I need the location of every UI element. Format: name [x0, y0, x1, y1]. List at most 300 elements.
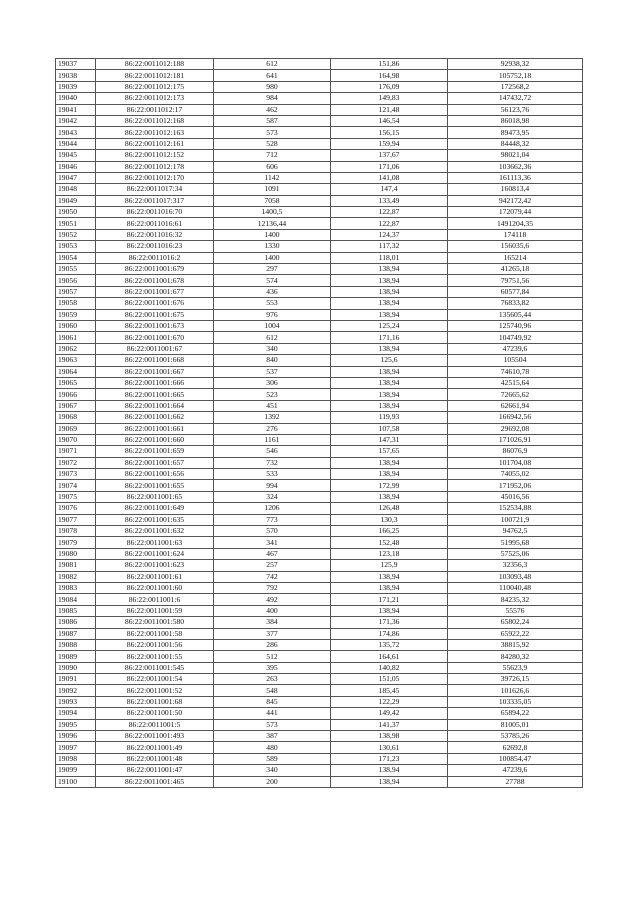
specific-value-cell: 171,16: [331, 332, 448, 343]
cadastral-value-cell: 156035,6: [448, 241, 583, 252]
cadastral-number-cell: 86:22:0011001:668: [96, 355, 214, 366]
cadastral-value-cell: 84235,32: [448, 594, 583, 605]
row-number-cell: 19086: [56, 617, 96, 628]
cadastral-value-cell: 125740,96: [448, 320, 583, 331]
table-row: [56, 731, 583, 742]
cadastral-value-cell: 55623,9: [448, 662, 583, 673]
specific-value-cell: 171,21: [331, 594, 448, 605]
table-row: [56, 264, 583, 275]
table-row: [56, 298, 583, 309]
cadastral-value-cell: 81005,01: [448, 719, 583, 730]
row-number-cell: 19079: [56, 537, 96, 548]
table-row: [56, 491, 583, 502]
cadastral-number-cell: 86:22:0011001:657: [96, 457, 214, 468]
table-row: [56, 469, 583, 480]
area-cell: 512: [214, 651, 331, 662]
area-cell: 480: [214, 742, 331, 753]
table-row: [56, 366, 583, 377]
table-row: [56, 662, 583, 673]
table-row: [56, 446, 583, 457]
row-number-cell: 19091: [56, 674, 96, 685]
cadastral-value-cell: 174118: [448, 229, 583, 240]
specific-value-cell: 125,9: [331, 560, 448, 571]
table-row: [56, 765, 583, 776]
cadastral-number-cell: 86:22:0011001:665: [96, 389, 214, 400]
cadastral-value-cell: 47239,6: [448, 765, 583, 776]
row-number-cell: 19087: [56, 628, 96, 639]
table-row: [56, 480, 583, 491]
specific-value-cell: 141,08: [331, 172, 448, 183]
specific-value-cell: 171,23: [331, 753, 448, 764]
table-row: [56, 548, 583, 559]
table-row: [56, 389, 583, 400]
row-number-cell: 19093: [56, 696, 96, 707]
area-cell: 1206: [214, 503, 331, 514]
cadastral-number-cell: 86:22:0011012:178: [96, 161, 214, 172]
cadastral-value-cell: 79751,56: [448, 275, 583, 286]
cadastral-value-cell: 161113,36: [448, 172, 583, 183]
cadastral-number-cell: 86:22:0011012:173: [96, 93, 214, 104]
specific-value-cell: 138,94: [331, 776, 448, 787]
row-number-cell: 19063: [56, 355, 96, 366]
area-cell: 384: [214, 617, 331, 628]
cadastral-number-cell: 86:22:0011012:163: [96, 127, 214, 138]
cadastral-number-cell: 86:22:0011001:55: [96, 651, 214, 662]
cadastral-number-cell: 86:22:0011012:181: [96, 70, 214, 81]
row-number-cell: 19092: [56, 685, 96, 696]
cadastral-number-cell: 86:22:0011001:59: [96, 605, 214, 616]
area-cell: 467: [214, 548, 331, 559]
area-cell: 984: [214, 93, 331, 104]
table-row: [56, 195, 583, 206]
row-number-cell: 19042: [56, 115, 96, 126]
specific-value-cell: 171,06: [331, 161, 448, 172]
cadastral-number-cell: 86:22:0011017:317: [96, 195, 214, 206]
cadastral-number-cell: 86:22:0011001:56: [96, 639, 214, 650]
area-cell: 462: [214, 104, 331, 115]
area-cell: 980: [214, 81, 331, 92]
area-cell: 263: [214, 674, 331, 685]
cadastral-value-cell: 172568,2: [448, 81, 583, 92]
table-row: [56, 594, 583, 605]
table-row: [56, 776, 583, 787]
specific-value-cell: 138,94: [331, 298, 448, 309]
row-number-cell: 19076: [56, 503, 96, 514]
specific-value-cell: 146,54: [331, 115, 448, 126]
specific-value-cell: 118,01: [331, 252, 448, 263]
row-number-cell: 19090: [56, 662, 96, 673]
cadastral-value-cell: 165214: [448, 252, 583, 263]
specific-value-cell: 141,37: [331, 719, 448, 730]
specific-value-cell: 138,94: [331, 366, 448, 377]
cadastral-value-cell: 65894,22: [448, 708, 583, 719]
table-row: [56, 320, 583, 331]
cadastral-number-cell: 86:22:0011012:175: [96, 81, 214, 92]
table-row: [56, 161, 583, 172]
row-number-cell: 19040: [56, 93, 96, 104]
cadastral-number-cell: 86:22:0011001:673: [96, 320, 214, 331]
specific-value-cell: 138,94: [331, 275, 448, 286]
row-number-cell: 19052: [56, 229, 96, 240]
cadastral-value-cell: 89473,95: [448, 127, 583, 138]
cadastral-number-cell: 86:22:0011001:49: [96, 742, 214, 753]
table-row: [56, 651, 583, 662]
table-row: [56, 115, 583, 126]
area-cell: 546: [214, 446, 331, 457]
area-cell: 451: [214, 400, 331, 411]
cadastral-value-cell: 51995,68: [448, 537, 583, 548]
table-row: [56, 377, 583, 388]
row-number-cell: 19085: [56, 605, 96, 616]
specific-value-cell: 122,87: [331, 207, 448, 218]
specific-value-cell: 171,36: [331, 617, 448, 628]
cadastral-value-cell: 72665,62: [448, 389, 583, 400]
cadastral-number-cell: 86:22:0011001:61: [96, 571, 214, 582]
cadastral-number-cell: 86:22:0011001:465: [96, 776, 214, 787]
cadastral-number-cell: 86:22:0011001:63: [96, 537, 214, 548]
table-row: [56, 639, 583, 650]
row-number-cell: 19062: [56, 343, 96, 354]
area-cell: 200: [214, 776, 331, 787]
cadastral-value-cell: 39726,15: [448, 674, 583, 685]
cadastral-value-cell: 42515,64: [448, 377, 583, 388]
cadastral-number-cell: 86:22:0011012:168: [96, 115, 214, 126]
cadastral-value-cell: 60577,84: [448, 286, 583, 297]
cadastral-value-cell: 160813,4: [448, 184, 583, 195]
table-row: [56, 617, 583, 628]
cadastral-value-cell: 57525,06: [448, 548, 583, 559]
area-cell: 387: [214, 731, 331, 742]
cadastral-value-cell: 62692,8: [448, 742, 583, 753]
area-cell: 528: [214, 138, 331, 149]
specific-value-cell: 107,58: [331, 423, 448, 434]
cadastral-number-cell: 86:22:0011001:493: [96, 731, 214, 742]
cadastral-value-cell: 47239,6: [448, 343, 583, 354]
row-number-cell: 19069: [56, 423, 96, 434]
area-cell: 276: [214, 423, 331, 434]
cadastral-number-cell: 86:22:0011012:152: [96, 150, 214, 161]
area-cell: 324: [214, 491, 331, 502]
specific-value-cell: 138,94: [331, 400, 448, 411]
cadastral-number-cell: 86:22:0011001:659: [96, 446, 214, 457]
table-row: [56, 753, 583, 764]
table-row: [56, 674, 583, 685]
area-cell: 537: [214, 366, 331, 377]
row-number-cell: 19050: [56, 207, 96, 218]
specific-value-cell: 138,94: [331, 605, 448, 616]
table-row: [56, 526, 583, 537]
table-row: [56, 275, 583, 286]
area-cell: 587: [214, 115, 331, 126]
cadastral-number-cell: 86:22:0011001:50: [96, 708, 214, 719]
area-cell: 553: [214, 298, 331, 309]
cadastral-number-cell: 86:22:0011001:661: [96, 423, 214, 434]
cadastral-number-cell: 86:22:0011001:656: [96, 469, 214, 480]
cadastral-number-cell: 86:22:0011001:580: [96, 617, 214, 628]
row-number-cell: 19043: [56, 127, 96, 138]
row-number-cell: 19073: [56, 469, 96, 480]
area-cell: 1161: [214, 434, 331, 445]
row-number-cell: 19074: [56, 480, 96, 491]
cadastral-value-cell: 147432,72: [448, 93, 583, 104]
specific-value-cell: 137,67: [331, 150, 448, 161]
cadastral-number-cell: 86:22:0011001:623: [96, 560, 214, 571]
table-row: [56, 605, 583, 616]
area-cell: 712: [214, 150, 331, 161]
cadastral-number-cell: 86:22:0011012:170: [96, 172, 214, 183]
cadastral-number-cell: 86:22:0011001:662: [96, 412, 214, 423]
area-cell: 1400: [214, 229, 331, 240]
specific-value-cell: 138,94: [331, 377, 448, 388]
cadastral-number-cell: 86:22:0011001:68: [96, 696, 214, 707]
row-number-cell: 19037: [56, 59, 96, 70]
row-number-cell: 19089: [56, 651, 96, 662]
row-number-cell: 19051: [56, 218, 96, 229]
cadastral-number-cell: 86:22:0011017:34: [96, 184, 214, 195]
table-row: [56, 696, 583, 707]
cadastral-number-cell: 86:22:0011012:17: [96, 104, 214, 115]
cadastral-value-cell: 104749,92: [448, 332, 583, 343]
cadastral-value-cell: 92938,32: [448, 59, 583, 70]
cadastral-value-cell: 62661,94: [448, 400, 583, 411]
cadastral-number-cell: 86:22:0011001:664: [96, 400, 214, 411]
row-number-cell: 19070: [56, 434, 96, 445]
area-cell: 306: [214, 377, 331, 388]
table-row: [56, 309, 583, 320]
specific-value-cell: 147,31: [331, 434, 448, 445]
cadastral-value-cell: 53785,26: [448, 731, 583, 742]
cadastral-value-cell: 110040,48: [448, 582, 583, 593]
table-row: [56, 503, 583, 514]
area-cell: 845: [214, 696, 331, 707]
row-number-cell: 19041: [56, 104, 96, 115]
row-number-cell: 19078: [56, 526, 96, 537]
cadastral-number-cell: 86:22:0011016:70: [96, 207, 214, 218]
table-row: [56, 434, 583, 445]
cadastral-number-cell: 86:22:0011001:667: [96, 366, 214, 377]
area-cell: 570: [214, 526, 331, 537]
row-number-cell: 19056: [56, 275, 96, 286]
cadastral-value-cell: 45016,56: [448, 491, 583, 502]
area-cell: 12136,44: [214, 218, 331, 229]
row-number-cell: 19061: [56, 332, 96, 343]
row-number-cell: 19045: [56, 150, 96, 161]
specific-value-cell: 164,98: [331, 70, 448, 81]
row-number-cell: 19057: [56, 286, 96, 297]
specific-value-cell: 149,83: [331, 93, 448, 104]
specific-value-cell: 130,61: [331, 742, 448, 753]
cadastral-number-cell: 86:22:0011016:23: [96, 241, 214, 252]
row-number-cell: 19048: [56, 184, 96, 195]
cadastral-value-cell: 84448,32: [448, 138, 583, 149]
table-row: [56, 685, 583, 696]
table-row: [56, 628, 583, 639]
cadastral-value-cell: 56123,76: [448, 104, 583, 115]
table-row: [56, 719, 583, 730]
table-row: [56, 457, 583, 468]
specific-value-cell: 156,15: [331, 127, 448, 138]
area-cell: 341: [214, 537, 331, 548]
specific-value-cell: 138,94: [331, 491, 448, 502]
specific-value-cell: 124,37: [331, 229, 448, 240]
specific-value-cell: 123,18: [331, 548, 448, 559]
table-row: [56, 423, 583, 434]
specific-value-cell: 149,42: [331, 708, 448, 719]
area-cell: 492: [214, 594, 331, 605]
row-number-cell: 19065: [56, 377, 96, 388]
cadastral-value-cell: 103335,05: [448, 696, 583, 707]
row-number-cell: 19066: [56, 389, 96, 400]
row-number-cell: 19058: [56, 298, 96, 309]
cadastral-value-cell: 86076,9: [448, 446, 583, 457]
specific-value-cell: 122,87: [331, 218, 448, 229]
row-number-cell: 19096: [56, 731, 96, 742]
specific-value-cell: 122,29: [331, 696, 448, 707]
cadastral-value-cell: 103662,36: [448, 161, 583, 172]
area-cell: 641: [214, 70, 331, 81]
table-row: [56, 150, 583, 161]
specific-value-cell: 125,6: [331, 355, 448, 366]
cadastral-value-cell: 101704,08: [448, 457, 583, 468]
cadastral-number-cell: 86:22:0011001:679: [96, 264, 214, 275]
cadastral-number-cell: 86:22:0011001:67: [96, 343, 214, 354]
table-row: [56, 742, 583, 753]
row-number-cell: 19095: [56, 719, 96, 730]
cadastral-value-cell: 74610,78: [448, 366, 583, 377]
area-cell: 840: [214, 355, 331, 366]
row-number-cell: 19053: [56, 241, 96, 252]
specific-value-cell: 138,94: [331, 264, 448, 275]
specific-value-cell: 130,3: [331, 514, 448, 525]
area-cell: 612: [214, 332, 331, 343]
area-cell: 1392: [214, 412, 331, 423]
specific-value-cell: 135,72: [331, 639, 448, 650]
specific-value-cell: 138,94: [331, 389, 448, 400]
specific-value-cell: 140,82: [331, 662, 448, 673]
cadastral-value-cell: 135605,44: [448, 309, 583, 320]
cadastral-value-cell: 76833,82: [448, 298, 583, 309]
cadastral-number-cell: 86:22:0011001:58: [96, 628, 214, 639]
cadastral-value-cell: 74055,02: [448, 469, 583, 480]
table-row: [56, 571, 583, 582]
row-number-cell: 19083: [56, 582, 96, 593]
area-cell: 1091: [214, 184, 331, 195]
row-number-cell: 19054: [56, 252, 96, 263]
specific-value-cell: 138,94: [331, 571, 448, 582]
specific-value-cell: 159,94: [331, 138, 448, 149]
table-row: [56, 229, 583, 240]
row-number-cell: 19088: [56, 639, 96, 650]
table-row: [56, 286, 583, 297]
cadastral-value-cell: 100854,47: [448, 753, 583, 764]
cadastral-number-cell: 86:22:0011001:65: [96, 491, 214, 502]
cadastral-value-cell: 65802,24: [448, 617, 583, 628]
row-number-cell: 19077: [56, 514, 96, 525]
cadastral-value-cell: 94762,5: [448, 526, 583, 537]
specific-value-cell: 138,94: [331, 457, 448, 468]
specific-value-cell: 151,05: [331, 674, 448, 685]
row-number-cell: 19072: [56, 457, 96, 468]
area-cell: 773: [214, 514, 331, 525]
row-number-cell: 19038: [56, 70, 96, 81]
row-number-cell: 19082: [56, 571, 96, 582]
table-row: [56, 127, 583, 138]
cadastral-number-cell: 86:22:0011001:635: [96, 514, 214, 525]
cadastral-value-cell: 101626,6: [448, 685, 583, 696]
cadastral-number-cell: 86:22:0011001:52: [96, 685, 214, 696]
cadastral-number-cell: 86:22:0011016:32: [96, 229, 214, 240]
table-row: [56, 537, 583, 548]
row-number-cell: 19064: [56, 366, 96, 377]
table-row: [56, 582, 583, 593]
cadastral-number-cell: 86:22:0011001:649: [96, 503, 214, 514]
cadastral-number-cell: 86:22:0011001:624: [96, 548, 214, 559]
cadastral-value-cell: 29692,08: [448, 423, 583, 434]
row-number-cell: 19055: [56, 264, 96, 275]
area-cell: 400: [214, 605, 331, 616]
cadastral-number-cell: 86:22:0011016:2: [96, 252, 214, 263]
area-cell: 7058: [214, 195, 331, 206]
area-cell: 340: [214, 765, 331, 776]
table-row: [56, 184, 583, 195]
cadastral-value-cell: 105752,18: [448, 70, 583, 81]
area-cell: 573: [214, 127, 331, 138]
cadastral-value-cell: 55576: [448, 605, 583, 616]
cadastral-value-cell: 100721,9: [448, 514, 583, 525]
cadastral-number-cell: 86:22:0011001:666: [96, 377, 214, 388]
row-number-cell: 19071: [56, 446, 96, 457]
table-row: [56, 708, 583, 719]
cadastral-number-cell: 86:22:0011001:675: [96, 309, 214, 320]
specific-value-cell: 117,32: [331, 241, 448, 252]
area-cell: 436: [214, 286, 331, 297]
specific-value-cell: 126,48: [331, 503, 448, 514]
row-number-cell: 19084: [56, 594, 96, 605]
table-row: [56, 207, 583, 218]
area-cell: 994: [214, 480, 331, 491]
specific-value-cell: 125,24: [331, 320, 448, 331]
specific-value-cell: 166,25: [331, 526, 448, 537]
table-row: [56, 172, 583, 183]
specific-value-cell: 176,09: [331, 81, 448, 92]
cadastral-value-cell: 86018,98: [448, 115, 583, 126]
cadastral-value-cell: 84280,32: [448, 651, 583, 662]
cadastral-value-cell: 152534,88: [448, 503, 583, 514]
cadastral-value-cell: 27788: [448, 776, 583, 787]
area-cell: 340: [214, 343, 331, 354]
specific-value-cell: 138,98: [331, 731, 448, 742]
area-cell: 257: [214, 560, 331, 571]
cadastral-number-cell: 86:22:0011001:545: [96, 662, 214, 673]
cadastral-value-cell: 32356,3: [448, 560, 583, 571]
cadastral-number-cell: 86:22:0011016:61: [96, 218, 214, 229]
cadastral-value-cell: 105504: [448, 355, 583, 366]
area-cell: 1142: [214, 172, 331, 183]
cadastral-number-cell: 86:22:0011001:60: [96, 582, 214, 593]
table-row: [56, 400, 583, 411]
cadastral-value-cell: 65922,22: [448, 628, 583, 639]
specific-value-cell: 138,94: [331, 765, 448, 776]
area-cell: 742: [214, 571, 331, 582]
cadastral-number-cell: 86:22:0011012:161: [96, 138, 214, 149]
cadastral-number-cell: 86:22:0011001:54: [96, 674, 214, 685]
table-row: [56, 241, 583, 252]
area-cell: 297: [214, 264, 331, 275]
specific-value-cell: 138,94: [331, 582, 448, 593]
specific-value-cell: 185,45: [331, 685, 448, 696]
specific-value-cell: 133,49: [331, 195, 448, 206]
specific-value-cell: 138,94: [331, 343, 448, 354]
